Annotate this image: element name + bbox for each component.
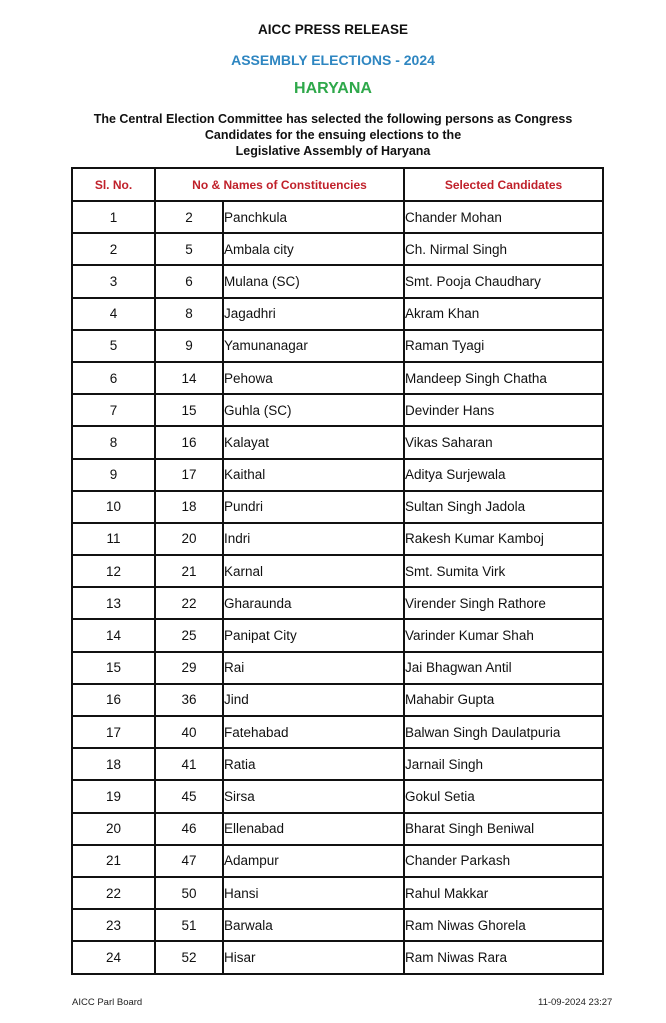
sl-no-cell: 13 xyxy=(72,587,155,619)
constituency-name-cell: Jind xyxy=(223,684,404,716)
constituency-name-cell: Fatehabad xyxy=(223,716,404,748)
constituency-name-cell: Gharaunda xyxy=(223,587,404,619)
sl-no-cell: 5 xyxy=(72,330,155,362)
sl-no-cell: 11 xyxy=(72,523,155,555)
candidate-cell: Ram Niwas Ghorela xyxy=(404,909,603,941)
table-row xyxy=(72,877,603,909)
intro-paragraph xyxy=(40,111,626,159)
header-sl-no: Sl. No. xyxy=(72,168,155,201)
table-row xyxy=(72,233,603,265)
sl-no-cell: 12 xyxy=(72,555,155,587)
sl-no-cell: 1 xyxy=(72,201,155,233)
table-row xyxy=(72,362,603,394)
candidate-cell: Smt. Pooja Chaudhary xyxy=(404,265,603,297)
candidate-cell: Rahul Makkar xyxy=(404,877,603,909)
constituency-no-cell: 41 xyxy=(155,748,223,780)
candidate-cell: Sultan Singh Jadola xyxy=(404,491,603,523)
candidate-cell: Chander Mohan xyxy=(404,201,603,233)
candidate-cell: Raman Tyagi xyxy=(404,330,603,362)
table-row xyxy=(72,491,603,523)
sl-no-cell: 4 xyxy=(72,298,155,330)
constituency-no-cell: 21 xyxy=(155,555,223,587)
constituency-no-cell: 16 xyxy=(155,426,223,458)
candidate-cell: Smt. Sumita Virk xyxy=(404,555,603,587)
table-row xyxy=(72,201,603,233)
candidate-cell: Vikas Saharan xyxy=(404,426,603,458)
constituency-name-cell: Sirsa xyxy=(223,780,404,812)
table-body xyxy=(72,201,603,974)
constituency-no-cell: 14 xyxy=(155,362,223,394)
sl-no-cell: 8 xyxy=(72,426,155,458)
sl-no-cell: 15 xyxy=(72,652,155,684)
candidate-cell: Gokul Setia xyxy=(404,780,603,812)
table-row xyxy=(72,426,603,458)
table-row xyxy=(72,523,603,555)
table-row xyxy=(72,619,603,651)
constituency-no-cell: 5 xyxy=(155,233,223,265)
intro-line: The Central Election Committee has selected the following persons as Congress xyxy=(93,112,573,126)
state-title: HARYANA xyxy=(294,80,372,97)
candidate-cell: Virender Singh Rathore xyxy=(404,587,603,619)
table-row xyxy=(72,298,603,330)
constituency-no-cell: 45 xyxy=(155,780,223,812)
constituency-name-cell: Hansi xyxy=(223,877,404,909)
sl-no-cell: 9 xyxy=(72,459,155,491)
constituency-no-cell: 52 xyxy=(155,941,223,973)
table-row xyxy=(72,748,603,780)
intro-line: Candidates for the ensuing elections to the xyxy=(204,128,462,142)
sl-no-cell: 16 xyxy=(72,684,155,716)
table-row xyxy=(72,909,603,941)
candidate-cell: Ram Niwas Rara xyxy=(404,941,603,973)
sl-no-cell: 2 xyxy=(72,233,155,265)
constituency-no-cell: 17 xyxy=(155,459,223,491)
sl-no-cell: 23 xyxy=(72,909,155,941)
constituency-name-cell: Karnal xyxy=(223,555,404,587)
candidate-cell: Devinder Hans xyxy=(404,394,603,426)
constituency-name-cell: Mulana (SC) xyxy=(223,265,404,297)
constituency-no-cell: 6 xyxy=(155,265,223,297)
constituency-name-cell: Ratia xyxy=(223,748,404,780)
constituency-no-cell: 50 xyxy=(155,877,223,909)
sl-no-cell: 3 xyxy=(72,265,155,297)
table-row xyxy=(72,555,603,587)
table-row xyxy=(72,394,603,426)
table-row xyxy=(72,684,603,716)
footer-timestamp: 11-09-2024 23:27 xyxy=(538,997,613,1008)
constituency-no-cell: 22 xyxy=(155,587,223,619)
footer-issuer: AICC Parl Board xyxy=(72,997,143,1008)
constituency-no-cell: 2 xyxy=(155,201,223,233)
table-row xyxy=(72,780,603,812)
intro-line: Legislative Assembly of Haryana xyxy=(235,144,431,158)
constituency-no-cell: 25 xyxy=(155,619,223,651)
candidate-cell: Mandeep Singh Chatha xyxy=(404,362,603,394)
table-row xyxy=(72,330,603,362)
table-row xyxy=(72,716,603,748)
table-header-row xyxy=(72,168,603,201)
candidates-table xyxy=(71,167,604,975)
candidate-cell: Varinder Kumar Shah xyxy=(404,619,603,651)
candidate-cell: Mahabir Gupta xyxy=(404,684,603,716)
constituency-name-cell: Pehowa xyxy=(223,362,404,394)
candidate-cell: Bharat Singh Beniwal xyxy=(404,813,603,845)
constituency-no-cell: 8 xyxy=(155,298,223,330)
constituency-name-cell: Adampur xyxy=(223,845,404,877)
sl-no-cell: 17 xyxy=(72,716,155,748)
constituency-no-cell: 29 xyxy=(155,652,223,684)
candidate-cell: Jai Bhagwan Antil xyxy=(404,652,603,684)
sl-no-cell: 20 xyxy=(72,813,155,845)
constituency-name-cell: Ambala city xyxy=(223,233,404,265)
constituency-no-cell: 40 xyxy=(155,716,223,748)
header-constituency: No & Names of Constituencies xyxy=(155,168,404,201)
table-row xyxy=(72,941,603,973)
constituency-name-cell: Ellenabad xyxy=(223,813,404,845)
constituency-name-cell: Kalayat xyxy=(223,426,404,458)
constituency-no-cell: 18 xyxy=(155,491,223,523)
table-row xyxy=(72,587,603,619)
constituency-name-cell: Panipat City xyxy=(223,619,404,651)
constituency-no-cell: 46 xyxy=(155,813,223,845)
constituency-no-cell: 51 xyxy=(155,909,223,941)
constituency-no-cell: 36 xyxy=(155,684,223,716)
candidate-cell: Balwan Singh Daulatpuria xyxy=(404,716,603,748)
table-row xyxy=(72,652,603,684)
constituency-name-cell: Pundri xyxy=(223,491,404,523)
candidate-cell: Ch. Nirmal Singh xyxy=(404,233,603,265)
sl-no-cell: 10 xyxy=(72,491,155,523)
sl-no-cell: 21 xyxy=(72,845,155,877)
constituency-no-cell: 9 xyxy=(155,330,223,362)
table-row xyxy=(72,845,603,877)
constituency-name-cell: Panchkula xyxy=(223,201,404,233)
sl-no-cell: 24 xyxy=(72,941,155,973)
constituency-name-cell: Jagadhri xyxy=(223,298,404,330)
table-row xyxy=(72,459,603,491)
candidate-cell: Jarnail Singh xyxy=(404,748,603,780)
constituency-no-cell: 20 xyxy=(155,523,223,555)
constituency-name-cell: Yamunanagar xyxy=(223,330,404,362)
constituency-name-cell: Kaithal xyxy=(223,459,404,491)
constituency-name-cell: Hisar xyxy=(223,941,404,973)
candidate-cell: Akram Khan xyxy=(404,298,603,330)
header-candidate: Selected Candidates xyxy=(404,168,603,201)
press-release-title: AICC PRESS RELEASE xyxy=(257,22,409,37)
sl-no-cell: 18 xyxy=(72,748,155,780)
constituency-name-cell: Guhla (SC) xyxy=(223,394,404,426)
constituency-name-cell: Barwala xyxy=(223,909,404,941)
constituency-no-cell: 15 xyxy=(155,394,223,426)
table-row xyxy=(72,265,603,297)
candidate-cell: Chander Parkash xyxy=(404,845,603,877)
sl-no-cell: 19 xyxy=(72,780,155,812)
sl-no-cell: 22 xyxy=(72,877,155,909)
sl-no-cell: 7 xyxy=(72,394,155,426)
candidate-cell: Aditya Surjewala xyxy=(404,459,603,491)
candidate-cell: Rakesh Kumar Kamboj xyxy=(404,523,603,555)
constituency-no-cell: 47 xyxy=(155,845,223,877)
constituency-name-cell: Rai xyxy=(223,652,404,684)
sl-no-cell: 14 xyxy=(72,619,155,651)
sl-no-cell: 6 xyxy=(72,362,155,394)
table-row xyxy=(72,813,603,845)
elections-subtitle: ASSEMBLY ELECTIONS - 2024 xyxy=(231,52,435,68)
constituency-name-cell: Indri xyxy=(223,523,404,555)
